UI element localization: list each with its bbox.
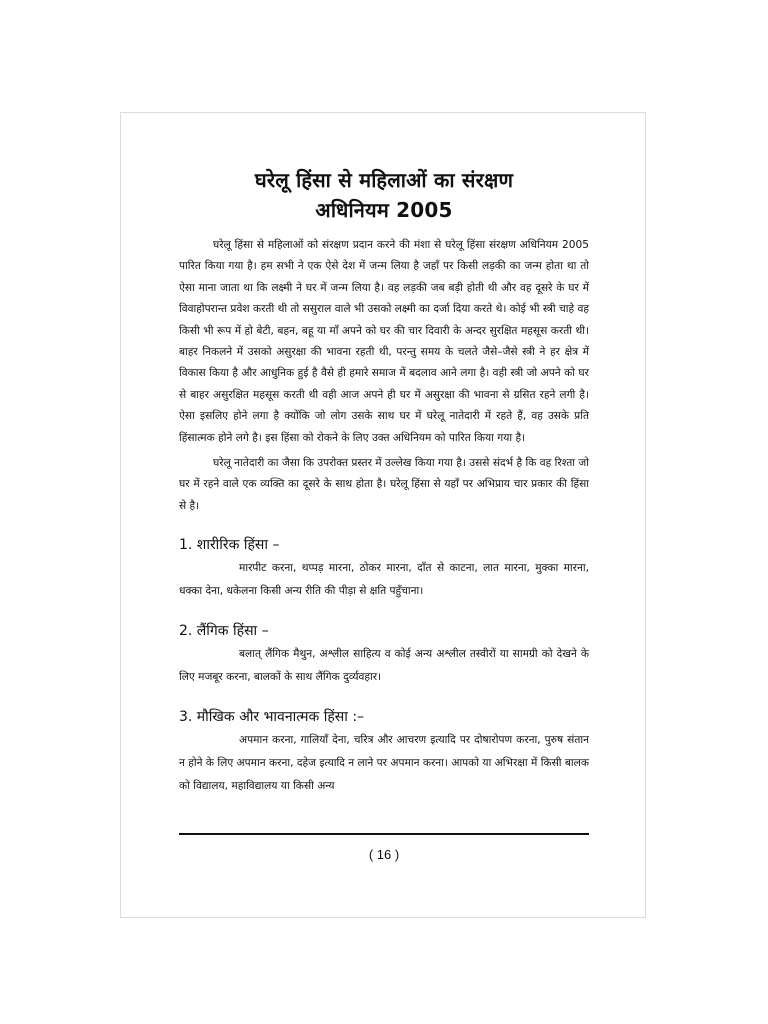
section-text-verbal-emotional-violence: अपमान करना, गालियाँ देना, चरित्र और आचरण इत्यादि पर दोषारोपण करना, पुरुष संतान न होने के लिए अपमान करना, दहेज इत्यादि न लाने पर अपमान करना। आपको या अभिरक्षा में किसी बालक को विद्यालय, महाविद्यालय या किसी अन्य bbox=[179, 734, 589, 793]
section-text-sexual-violence: बलात् लैंगिक मैथुन, अश्लील साहित्य व कोई अन्य अश्लील तस्वीरों या सामग्री को देखने के लिए मजबूर करना, बालकों के साथ लैंगिक दुर्व्यवहार। bbox=[179, 648, 589, 684]
section-heading-sexual-violence: 2. लैंगिक हिंसा – bbox=[179, 623, 269, 640]
section-heading-verbal-emotional-violence: 3. मौखिक और भावनात्मक हिंसा :– bbox=[179, 709, 365, 726]
page-content bbox=[179, 165, 589, 798]
section-heading-physical-violence: 1. शारीरिक हिंसा – bbox=[179, 537, 280, 554]
intro-paragraph: घरेलू हिंसा से महिलाओं को संरक्षण प्रदान करने की मंशा से घरेलू हिंसा संरक्षण अधिनियम 2005 पारित किया गया है। हम सभी ने एक ऐसे देश में जन्म लिया है जहाँ पर किसी लड़की का जन्म होता था तो ऐसा माना जाता था कि लक्ष्मी ने घर में जन्म लिया है। वह लड़की जब बड़ी होती थी और वह दूसरे के घर में विवाहोपरान्त प्रवेश करती थी तो ससुराल वाले भी उसको लक्ष्मी का दर्जा दिया करते थे। कोई भी स्त्री चाहे वह किसी भी रूप में हो बेटी, बहन, बहू या माँ अपने को घर की चार दिवारी के अन्दर सुरक्षित महसूस करती थी। बाहर निकलने में उसको असुरक्षा की भावना रहती थी, परन्तु समय के चलते जैसे–जैसे स्त्री ने हर क्षेत्र में विकास किया है और आधुनिक हुई है वैसे ही हमारे समाज में बदलाव आने लगा है। वही स्त्री जो अपने को घर से बाहर असुरक्षित महसूस करती थी वही आज अपने ही घर में असुरक्षा की भावना से ग्रसित रहने लगी है। ऐसा इसलिए होने लगा है क्योंकि जो लोग उसके साथ घर में घरेलू नातेदारी में रहते हैं, वह उसके प्रति हिंसात्मक होने लगे है। इस हिंसा को रोकने के लिए उक्त अधिनियम को पारित किया गया है। bbox=[179, 239, 589, 444]
definition-paragraph: घरेलू नातेदारी का जैसा कि उपरोक्त प्रस्तर में उल्लेख किया गया है। उससे संदर्भ है कि वह रिश्ता जो घर में रहने वाले एक व्यक्ति का दूसरे के साथ होता है। घरेलू हिंसा से यहाँ पर अभिप्राय चार प्रकार की हिंसा से है। bbox=[179, 457, 589, 512]
page-number: ( 16 ) bbox=[368, 847, 400, 862]
page-title-line-1: घरेलू हिंसा से महिलाओं का संरक्षण bbox=[254, 168, 514, 192]
footer-divider bbox=[179, 833, 589, 835]
page-title-line-2: अधिनियम 2005 bbox=[315, 198, 453, 222]
document-page bbox=[120, 112, 646, 918]
title-block bbox=[179, 165, 589, 225]
section-text-physical-violence: मारपीट करना, थप्पड़ मारना, ठोकर मारना, दाँत से काटना, लात मारना, मुक्का मारना, धक्का देना, धकेलना किसी अन्य रीति की पीड़ा से क्षति पहुँचाना। bbox=[179, 562, 589, 598]
